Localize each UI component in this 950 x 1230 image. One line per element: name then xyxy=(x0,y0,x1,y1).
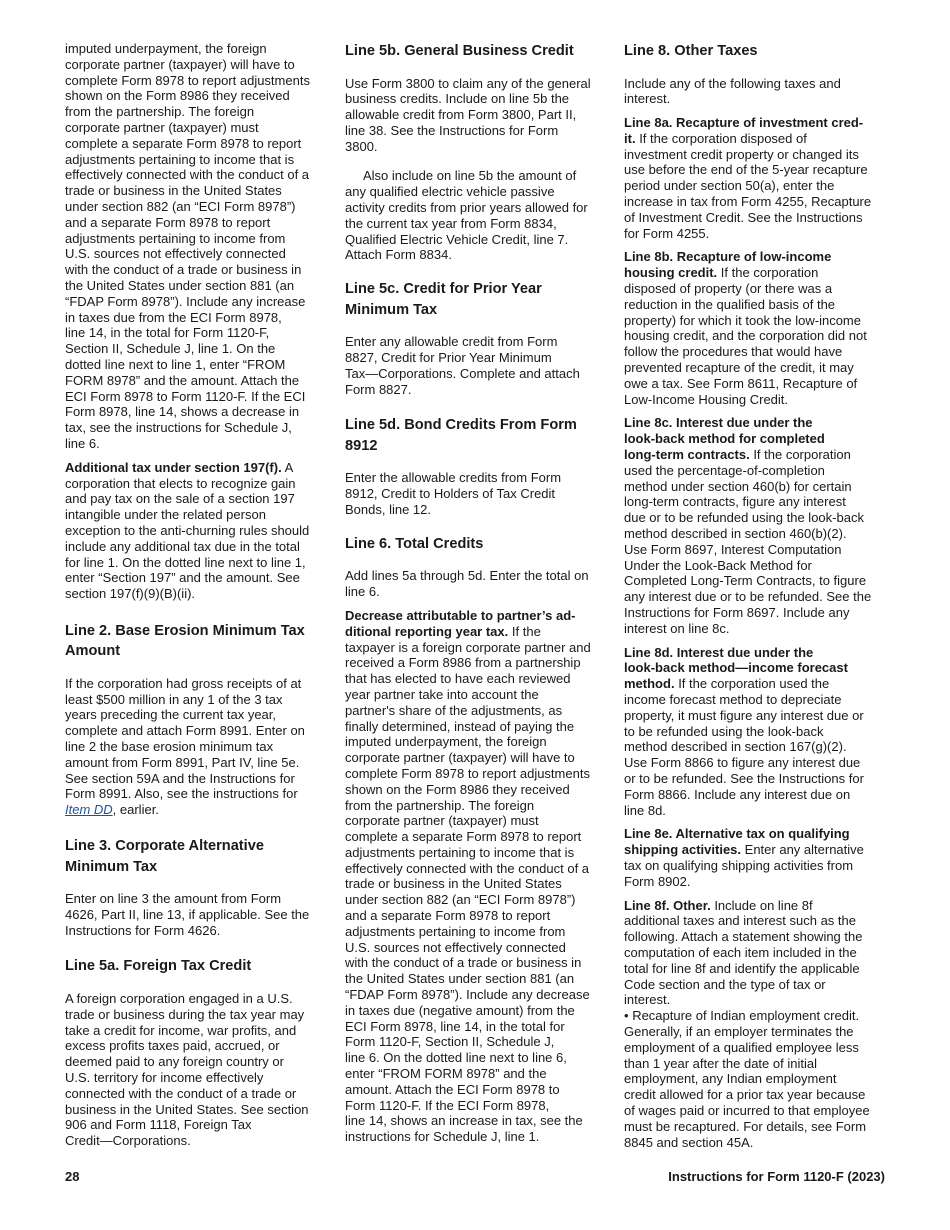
paragraph-line-8e: Line 8e. Alternative tax on qualifying shipping activities. Enter any alternative tax on qualifying shipping activities from Form 8902. xyxy=(624,826,864,889)
heading-line-8: Line 8. Other Taxes xyxy=(624,43,758,59)
paragraph-line-5a: A foreign corporation engaged in a U.S. trade or business during the tax year may take a credit for income, war profits, and excess profits taxes paid, accrued, or deemed paid to any foreign country or U.S. territory for income effectively connected with the conduct of a trade or business in the United States. See section 906 and Form 1118, Foreign Tax Credit—Corporations. xyxy=(65,990,309,1149)
paragraph-line-5d: Enter the allowable credits from Form 8912, Credit to Holders of Tax Credit Bonds, line 12. xyxy=(345,470,562,518)
paragraph-line-8f: Line 8f. Other. Include on line 8f additional taxes and interest such as the following. Attach a statement showing the computation of each item included in the total for line 8f and identify the applicable Code section and the type of tax or interest. xyxy=(624,897,863,1008)
run-in-heading: Additional tax under section 197(f). xyxy=(65,459,282,475)
paragraph-line-5c: Enter any allowable credit from Form 8827, Credit for Prior Year Minimum Tax—Corporations. Complete and attach Form 8827. xyxy=(345,334,580,397)
paragraph-section-197f: Additional tax under section 197(f). A corporation that elects to recognize gain and pay tax on the sale of a section 197 intangible under the related person exception to the anti-churning rules should include any additional tax due in the total for line 1. On the dotted line next to line 1, enter “Section 197” and the amount. See section 197(f)(9)(B)(ii). xyxy=(65,459,310,602)
paragraph-line-8d: Line 8d. Interest due under the look-back method—income forecast method. If the corporation used the income forecast method to depreciate property, it must figure any interest due or to be refunded using the look-back method described in section 167(g)(2). Use Form 8866 to figure any interest due or to be refunded. See the Instructions for Form 8866. Include any interest due on line 8d. xyxy=(624,644,864,818)
paragraph-line-2: If the corporation had gross receipts of at least $500 million in any 1 of the 3 tax years preceding the current tax year, complete and attach Form 8991. Enter on line 2 the base erosion minimum tax amount from Form 8991, Part IV, line 5e. See section 59A and the Instructions for Form 8991. Also, see the instructions for Item DD, earlier. xyxy=(65,675,305,818)
paragraph-line-8a: Line 8a. Recapture of investment cred- it. If the corporation disposed of investment credit property or changed its use before the end of the 5-year recapture period under section 50(a), enter the increase in tax from Form 4255, Recapture of Investment Credit. See the Instructions for Form 4255. xyxy=(624,115,872,241)
heading-line-5d: Line 5d. Bond Credits From Form 8912 xyxy=(345,417,577,454)
run-in-heading: Line 8c. Interest due under the look-back method for completed long-term contracts. xyxy=(624,415,825,463)
heading-line-6: Line 6. Total Credits xyxy=(345,535,484,552)
paragraph-line-6: Add lines 5a through 5d. Enter the total on line 6. xyxy=(345,568,589,600)
list-item: • Recapture of Indian employment credit. Generally, if an employer terminates the employment of a qualified employee less than 1 year after the date of initial employment, any Indian employment credit allowed for a prior tax year because of wages paid or incurred to that employee must be recaptured. For details, see Form 8845 and section 45A. xyxy=(624,1008,870,1150)
run-in-heading: Line 8f. Other. xyxy=(624,897,711,913)
paragraph-line-8: Include any of the following taxes and interest. xyxy=(624,75,841,107)
paragraph-line-5b-1: Use Form 3800 to claim any of the general business credits. Include on line 5b the allowable credit from Form 3800, Part II, line 38. See the Instructions for Form 3800. xyxy=(345,75,591,154)
column-middle xyxy=(345,41,607,1153)
heading-line-5a: Line 5a. Foreign Tax Credit xyxy=(65,958,252,975)
paragraph-line-8b: Line 8b. Recapture of low-income housing credit. If the corporation disposed of property (or there was a reduction in the qualified basis of the property) for which it took the low-income housing credit, and the corporation did not follow the procedures that would have prevented recapture of the credit, it may owe a tax. See Form 8611, Recapture of Low-Income Housing Credit. xyxy=(624,249,867,407)
paragraph-line-3: Enter on line 3 the amount from Form 4626, Part II, line 13, if applicable. See the Instructions for Form 4626. xyxy=(65,891,310,938)
item-dd-link[interactable]: Item DD xyxy=(65,802,113,818)
column-right xyxy=(624,41,886,1158)
footer-form-title: Instructions for Form 1120-F (2023) xyxy=(668,1169,885,1184)
column-left xyxy=(65,41,327,1157)
paragraph-imputed-underpayment: imputed underpayment, the foreign corporate partner (taxpayer) will have to complete Form 8978 to report adjustments shown on the Form 8986 they received from the partnership. The foreign corporate partner (taxpayer) must complete a separate Form 8978 to report adjustments pertaining to income that is effectively connected with the conduct of a trade or business in the United States under section 882 (an “ECI Form 8978”) and a separate Form 8978 to report adjustments pertaining to income from U.S. sources not effectively connected with the conduct of a trade or business in the United States under section 881 (an “FDAP Form 8978”). Include any increase in taxes due from the ECI Form 8978, line 14, in the total for Form 1120-F, Section II, Schedule J, line 1. On the dotted line next to line 1, enter “FROM FORM 8978” and the amount. Attach the ECI Form 8978 to Form 1120-F. If the ECI Form 8978, line 14, shows a decrease in tax, see the instructions for Schedule J, line 6. xyxy=(65,41,310,451)
heading-line-2: Line 2. Base Erosion Minimum Tax Amount xyxy=(65,622,305,660)
run-in-heading: Line 8b. Recapture of low-income housing credit. xyxy=(624,249,832,281)
heading-line-5c: Line 5c. Credit for Prior Year Minimum Tax xyxy=(345,281,542,318)
bullet-icon: • xyxy=(624,1008,629,1024)
paragraph-line-5b-2: Also include on line 5b the amount of any qualified electric vehicle passive activity credits from prior years allowed for the current tax year from Form 8834, Qualified Electric Vehicle Credit, line 7. Attach Form 8834. xyxy=(345,168,588,263)
run-in-heading: Decrease attributable to partner’s ad- ditional reporting year tax. xyxy=(345,607,576,639)
heading-line-3: Line 3. Corporate Alternative Minimum Tax xyxy=(65,838,264,875)
page-number: 28 xyxy=(65,1169,80,1184)
paragraph-line-8c: Line 8c. Interest due under the look-back method for completed long-term contracts. If the corporation used the percentage-of-completion method under section 460(b) for certain long-term contracts, figure any interest due or to be refunded using the look-back method described in section 460(b)(2). Use Form 8697, Interest Computation Under the Look-Back Method for Completed Long-Term Contracts, to figure any interest due or to be refunded. See the Instructions for Form 8697. Include any interest on line 8c. xyxy=(624,415,872,636)
run-in-heading: Line 8a. Recapture of investment cred- it. xyxy=(624,115,864,146)
heading-line-5b: Line 5b. General Business Credit xyxy=(345,43,574,59)
paragraph-decrease-partner-tax: Decrease attributable to partner’s ad- ditional reporting year tax. If the taxpayer is a foreign corporate partner and received a Form 8986 from a partnership that has elected to have each reviewed year partner take into account the partner's share of the adjustments, as finally determined, instead of paying the imputed underpayment, the foreign corporate partner (taxpayer) will have to complete Form 8978 to report adjustments shown on the Form 8986 they received from the partnership. The foreign corporate partner (taxpayer) must complete a separate Form 8978 to report adjustments pertaining to income that is effectively connected with the conduct of a trade or business in the United States under section 882 (an “ECI Form 8978”) and a separate Form 8978 to report adjustments pertaining to income from U.S. sources not effectively connected with the conduct of a trade or business in the United States under section 881 (an “FDAP Form 8978”). Include any decrease in taxes due (negative amount) from the ECI Form 8978, line 14, in the total for Form 1120-F, Section II, Schedule J, line 6. On the dotted line next to line 6, enter “FROM FORM 8978” and the amount. Attach the ECI Form 8978 to Form 1120-F. If the ECI Form 8978, line 14, shows an increase in tax, see the instructions for Schedule J, line 1. xyxy=(345,607,591,1145)
run-in-heading: Line 8d. Interest due under the look-back method—income forecast method. xyxy=(624,644,848,692)
run-in-heading: Line 8e. Alternative tax on qualifying shipping activities. xyxy=(624,826,850,858)
